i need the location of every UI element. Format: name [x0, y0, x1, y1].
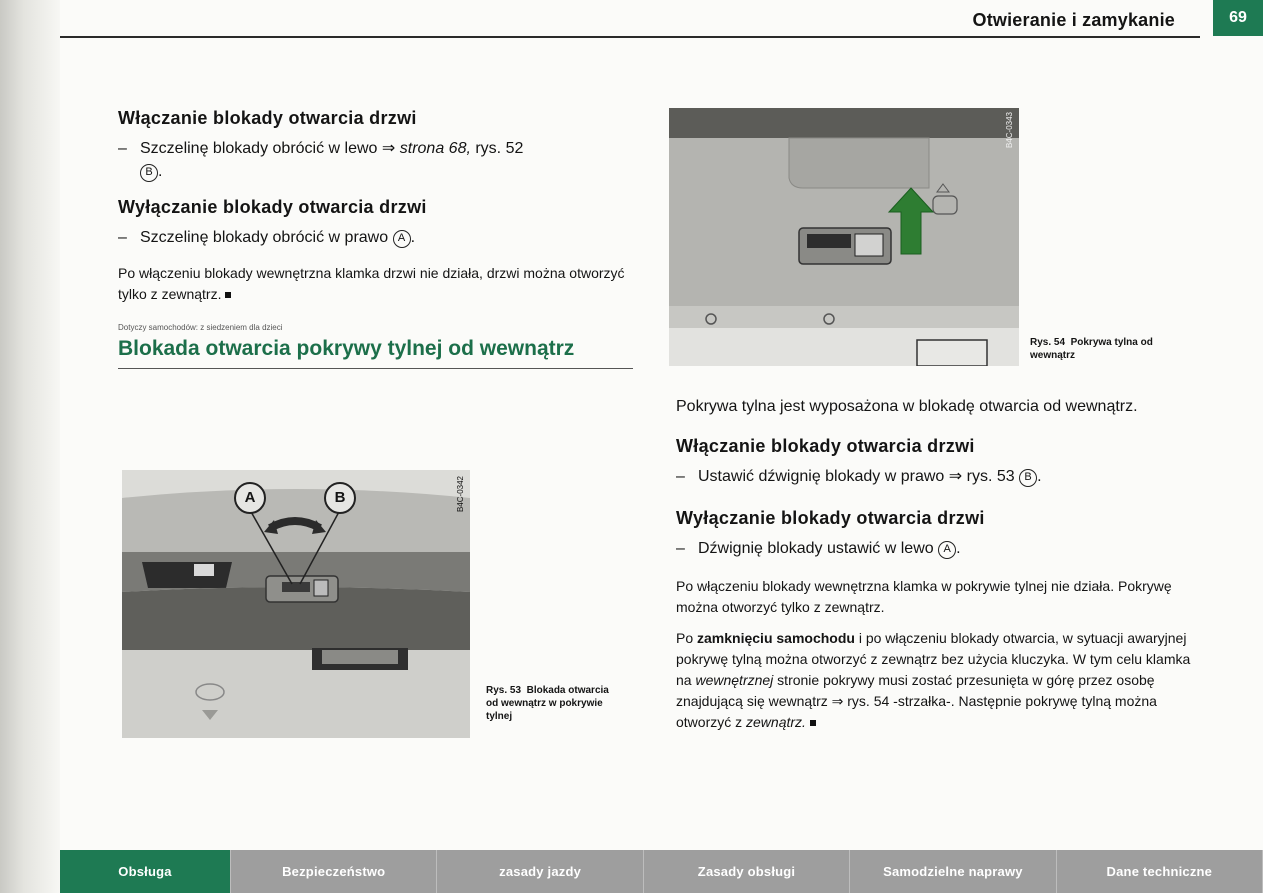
step-dash: –: [676, 468, 685, 485]
tab-dane-techniczne[interactable]: Dane techniczne: [1057, 850, 1263, 893]
page-reference: strona 68,: [399, 140, 471, 157]
disable-lock-heading: Wyłączanie blokady otwarcia drzwi: [118, 197, 427, 217]
marker-b-icon: B: [140, 164, 158, 182]
figure-reference: rys. 52: [470, 140, 524, 157]
tailgate-inside-illustration: [669, 108, 1019, 366]
figure-54-caption: [1030, 336, 1190, 362]
emergency-text-2: stronie pokrywy musi zostać przesunięta w górę przez osobę znajdującą się wewnątrz ⇒ rys. 54 -strzałka-. Następnie pokrywę tylną można otworzyć z: [676, 672, 1157, 730]
step-text: Szczelinę blokady obrócić w lewo ⇒: [140, 140, 400, 157]
caption-text: Pokrywa tylna od wewnątrz: [1030, 337, 1153, 361]
page-number: 69: [1213, 0, 1263, 36]
caption-label: Rys. 54: [1030, 337, 1066, 348]
enable-lock-heading: Włączanie blokady otwarcia drzwi: [118, 108, 417, 128]
end-of-section-icon: [225, 292, 231, 298]
tab-zasady-obslugi[interactable]: Zasady obsługi: [644, 850, 850, 893]
section-title: Blokada otwarcia pokrywy tylnej od wewnątrz: [118, 336, 633, 369]
emergency-opening-text: [676, 628, 1191, 733]
tailgate-lock-note: Po włączeniu blokady wewnętrzna klamka w pokrywie tylnej nie działa. Pokrywę można otworzyć tylko z zewnątrz.: [676, 578, 1172, 615]
figure-53-image: [122, 470, 470, 738]
step-dash: –: [118, 229, 127, 246]
header-rule: [60, 36, 1200, 38]
tailgate-lock-illustration: [122, 470, 470, 738]
enable-lock-heading: Włączanie blokady otwarcia drzwi: [676, 436, 975, 456]
door-lock-note-text: Po włączeniu blokady wewnętrzna klamka drzwi nie działa, drzwi można otworzyć tylko z zewnątrz.: [118, 265, 625, 302]
disable-lock-step: – Dźwignię blokady ustawić w lewo A .: [676, 537, 1191, 560]
step-dash: –: [118, 140, 127, 157]
marker-a-icon: A: [938, 541, 956, 559]
caption-label: Rys. 53: [486, 685, 522, 696]
marker-b-icon: B: [1019, 469, 1037, 487]
disable-lock-heading: Wyłączanie blokady otwarcia drzwi: [676, 508, 985, 528]
step-text: Dźwignię blokady ustawić w lewo: [698, 540, 934, 557]
enable-lock-step: – Szczelinę blokady obrócić w lewo ⇒ strona 68, rys. 52 B .: [118, 137, 638, 183]
figure-54-image: [669, 108, 1019, 366]
enable-lock-step: – Ustawić dźwignię blokady w prawo ⇒ rys. 53 B .: [676, 465, 1191, 488]
page-binding-shadow: [0, 0, 60, 893]
callout-b-label: B: [334, 489, 346, 506]
figure-53-caption: [486, 684, 616, 723]
tab-obsluga[interactable]: Obsługa: [60, 850, 231, 893]
footer-navigation: [60, 850, 1263, 893]
tab-zasady-jazdy[interactable]: zasady jazdy: [437, 850, 643, 893]
applies-to-note: Dotyczy samochodów: z siedzeniem dla dzieci: [118, 323, 283, 332]
marker-a-icon: A: [393, 230, 411, 248]
door-lock-note: [118, 263, 638, 305]
emergency-intro: Po: [676, 630, 698, 646]
chapter-title: Otwieranie i zamykanie: [972, 10, 1175, 30]
end-of-section-icon: [810, 720, 816, 726]
emergency-italic-2: zewnątrz.: [746, 714, 806, 730]
emergency-text-1: i po włączeniu blokady otwarcia, w sytuacji awaryjnej pokrywę tylną można otworzyć z zewnątrz bez użycia kluczyka. W tym celu klamka na: [676, 630, 1191, 688]
emergency-italic-1: wewnętrznej: [695, 672, 774, 688]
step-dash: –: [676, 540, 685, 557]
left-column: [118, 108, 638, 369]
tab-samodzielne-naprawy[interactable]: Samodzielne naprawy: [850, 850, 1056, 893]
step-text: Ustawić dźwignię blokady w prawo ⇒ rys. 53: [698, 468, 1015, 485]
step-text: Szczelinę blokady obrócić w prawo: [140, 229, 389, 246]
caption-text: Blokada otwarcia od wewnątrz w pokrywie tylnej: [486, 685, 609, 722]
emergency-bold: zamknięciu samochodu: [697, 630, 855, 646]
tab-bezpieczenstwo[interactable]: Bezpieczeństwo: [231, 850, 437, 893]
right-column: [676, 396, 1191, 743]
figure-53-code: B4C-0342: [456, 476, 465, 513]
disable-lock-step: – Szczelinę blokady obrócić w prawo A .: [118, 226, 638, 249]
intro-text: Pokrywa tylna jest wyposażona w blokadę otwarcia od wewnątrz.: [676, 398, 1138, 415]
callout-a-label: A: [244, 489, 256, 506]
figure-54-code: B4C-0343: [1005, 112, 1014, 149]
